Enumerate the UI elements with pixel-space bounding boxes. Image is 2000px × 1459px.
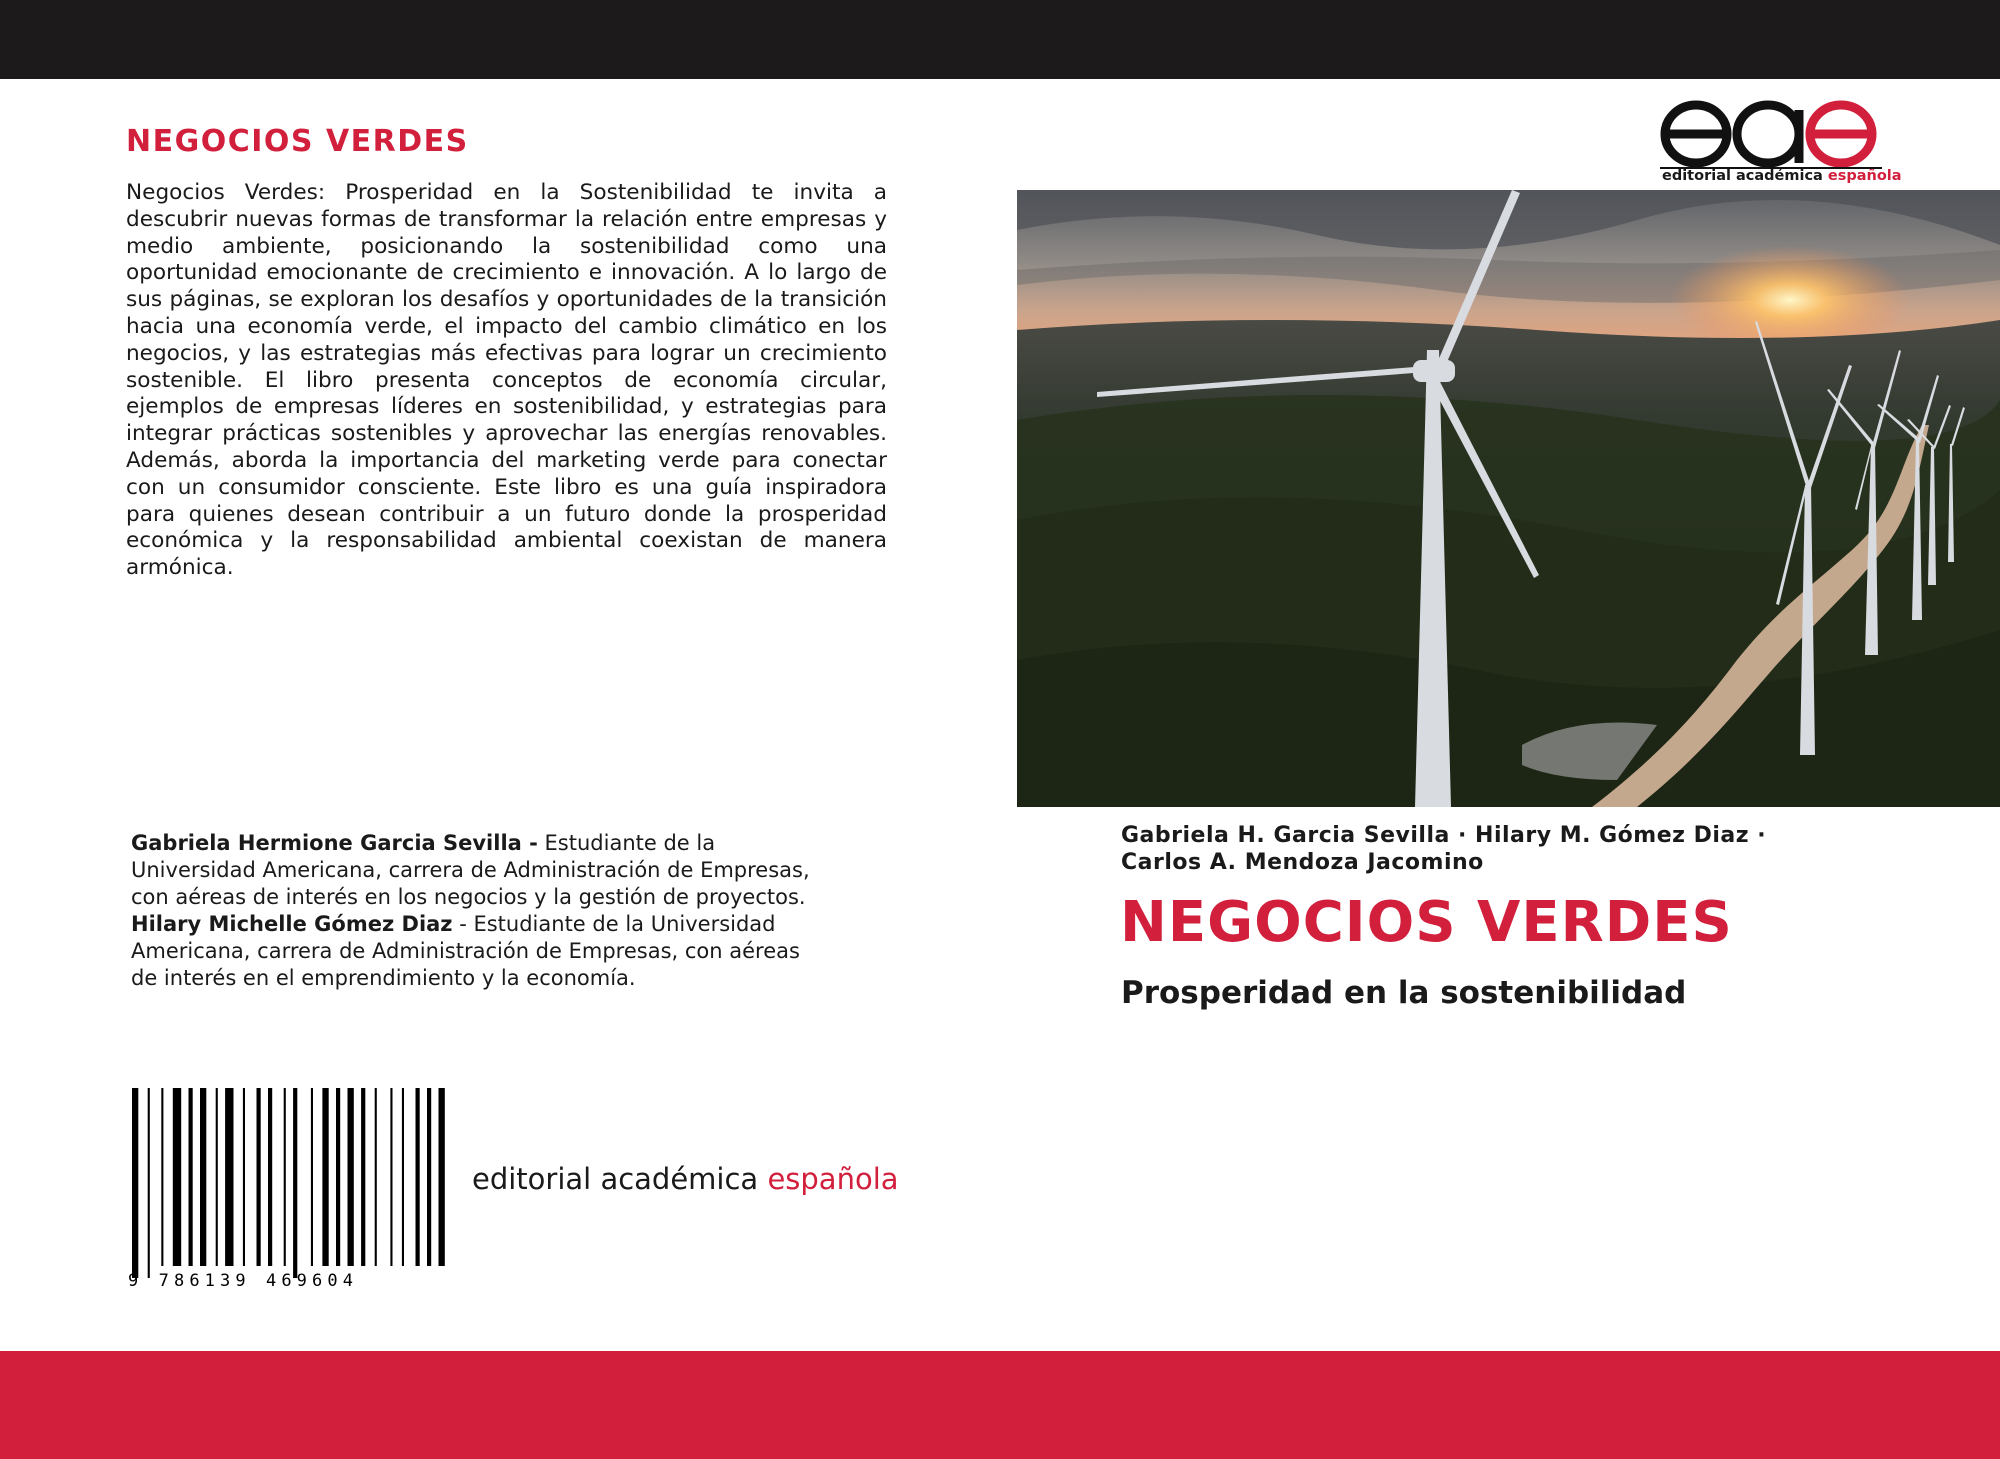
top-band (0, 0, 2000, 79)
barcode-bar (225, 1088, 233, 1266)
logo-caption-main: editorial académica (1662, 168, 1828, 184)
imprint-main: editorial académica (472, 1162, 768, 1196)
barcode-bar (148, 1088, 150, 1278)
barcode-bar (375, 1088, 377, 1266)
barcode-bar (311, 1088, 313, 1266)
barcode-bar (189, 1088, 193, 1266)
front-cover-title: NEGOCIOS VERDES (1120, 890, 1733, 955)
barcode-bar (293, 1088, 297, 1278)
barcode-bar (322, 1088, 328, 1266)
imprint-accent: española (767, 1162, 899, 1196)
isbn-barcode (128, 1088, 456, 1288)
barcode-bar (427, 1088, 431, 1266)
wind-turbines-photo (1017, 190, 2000, 807)
barcode-bars (132, 1088, 445, 1278)
barcode-bar (390, 1088, 392, 1266)
barcode-bar (361, 1088, 365, 1266)
front-authors (1121, 822, 1901, 876)
author2-name: Hilary Michelle Gómez Diaz (131, 912, 453, 936)
authors-line-2: Carlos A. Mendoza Jacomino (1121, 850, 1484, 875)
author2-bio-text: - Estudiante de la Universidad Americana, carrera de Administración de Empresas, con aéreas de interés en el emprendimiento y la economía. (131, 912, 800, 990)
author1-bio-text: Estudiante de la Universidad Americana, carrera de Administración de Empresas, con aéreas de interés en los negocios y la gestión de proyectos. (131, 831, 810, 909)
barcode-bar (173, 1088, 181, 1266)
barcode-bar (161, 1088, 163, 1266)
author-bio (131, 830, 831, 992)
isbn-digits: 9 786139 469604 (128, 1271, 359, 1288)
barcode-bar (439, 1088, 445, 1266)
barcode-bar (243, 1088, 245, 1266)
barcode-bar (257, 1088, 261, 1266)
logo-caption (1662, 168, 1902, 184)
barcode-bar (216, 1088, 218, 1266)
authors-line-1: Gabriela H. Garcia Sevilla · Hilary M. Gómez Diaz · (1121, 823, 1767, 848)
barcode-bar (402, 1088, 404, 1266)
barcode-bar (336, 1088, 340, 1266)
barcode-bar (348, 1088, 354, 1266)
barcode-bar (132, 1088, 138, 1278)
front-cover-subtitle: Prosperidad en la sostenibilidad (1121, 975, 1687, 1011)
back-cover-title: NEGOCIOS VERDES (126, 124, 469, 159)
barcode-bar (268, 1088, 272, 1266)
back-imprint (472, 1162, 899, 1196)
barcode-bar (416, 1088, 420, 1266)
bottom-band (0, 1351, 2000, 1459)
barcode-bar (200, 1088, 206, 1266)
author1-name: Gabriela Hermione Garcia Sevilla - (131, 831, 538, 855)
logo-caption-accent: española (1827, 168, 1902, 184)
back-cover-blurb: Negocios Verdes: Prosperidad en la Sostenibilidad te invita a descubrir nuevas formas de transformar la relación entre empresas y medio ambiente, posicionando la sostenibilidad como una oportunidad emocionante de crecimiento e innovación. A lo largo de sus páginas, se exploran los desafíos y oportunidades de la transición hacia una economía verde, el impacto del cambio climático en los negocios, y las estrategias más efectivas para lograr un crecimiento sostenible. El libro presenta conceptos de economía circular, ejemplos de empresas líderes en sostenibilidad, y estrategias para integrar prácticas sostenibles y aprovechar las energías renovables. Además, aborda la importancia del marketing verde para conectar con un consumidor consciente. Este libro es una guía inspiradora para quienes desean contribuir a un futuro donde la prosperidad económica y la responsabilidad ambiental coexistan de manera armónica. (126, 180, 887, 581)
barcode-bar (284, 1088, 286, 1266)
